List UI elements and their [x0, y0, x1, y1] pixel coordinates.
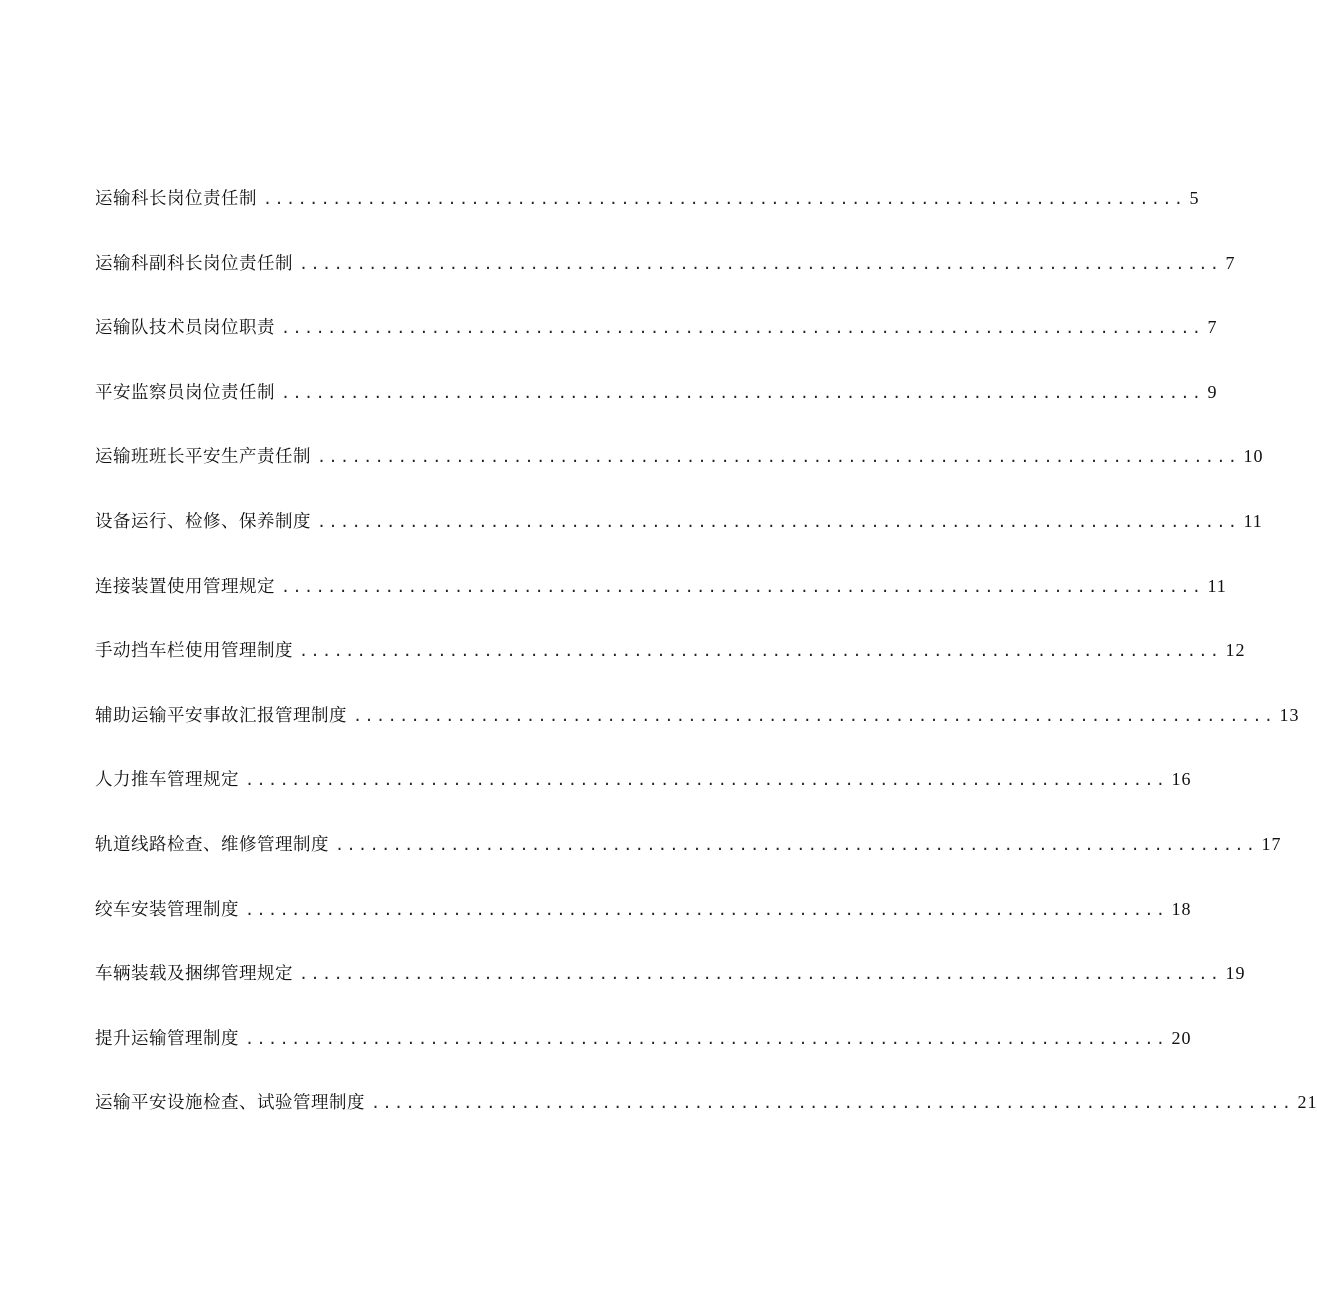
toc-entry[interactable]: [95, 570, 1227, 635]
toc-page-number: 16: [1171, 769, 1192, 790]
toc-entry-title: 运输科副科长岗位责任制: [95, 253, 293, 274]
toc-page-number: 5: [1189, 188, 1200, 208]
toc-dot-leader: ................................................................................: [281, 383, 1204, 402]
toc-entry-title: 运输平安设施检查、试验管理制度: [95, 1093, 365, 1114]
toc-entry[interactable]: [95, 1086, 1317, 1151]
toc-entry[interactable]: [95, 828, 1282, 893]
toc-dot-leader: ................................................................................: [245, 900, 1168, 919]
table-of-contents: [95, 182, 1317, 1151]
toc-page-number: 13: [1279, 704, 1300, 725]
toc-dot-leader: ................................................................................: [245, 1029, 1168, 1048]
toc-entry[interactable]: [95, 182, 1200, 247]
toc-entry-title: 人力推车管理规定: [95, 770, 239, 791]
toc-dot-leader: ................................................................................: [317, 448, 1240, 467]
toc-entry[interactable]: [95, 311, 1218, 376]
toc-entry[interactable]: [95, 376, 1218, 441]
toc-entry-title: 辅助运输平安事故汇报管理制度: [95, 705, 347, 726]
toc-entry-title: 平安监察员岗位责任制: [95, 382, 275, 403]
toc-entry[interactable]: [95, 1022, 1192, 1087]
toc-dot-leader: ................................................................................: [263, 190, 1186, 208]
toc-entry[interactable]: [95, 247, 1236, 312]
toc-dot-leader: ................................................................................: [299, 642, 1222, 661]
toc-page-number: 19: [1225, 963, 1246, 984]
toc-entry[interactable]: [95, 634, 1246, 699]
toc-entry[interactable]: [95, 957, 1246, 1022]
toc-entry-title: 运输班班长平安生产责任制: [95, 447, 311, 468]
toc-entry-title: 绞车安装管理制度: [95, 899, 239, 920]
toc-entry-title: 设备运行、检修、保养制度: [95, 511, 311, 532]
toc-page-number: 7: [1225, 252, 1236, 273]
toc-dot-leader: ................................................................................: [281, 577, 1204, 596]
toc-page-number: 11: [1207, 575, 1227, 596]
toc-entry[interactable]: [95, 505, 1263, 570]
toc-entry-title: 运输队技术员岗位职责: [95, 318, 275, 339]
toc-page-number: 7: [1207, 317, 1218, 338]
toc-entry-title: 提升运输管理制度: [95, 1028, 239, 1049]
toc-dot-leader: ................................................................................: [371, 1094, 1294, 1113]
toc-page-number: 20: [1171, 1027, 1192, 1048]
toc-entry[interactable]: [95, 893, 1192, 958]
toc-dot-leader: ................................................................................: [299, 254, 1222, 273]
toc-page-number: 21: [1297, 1092, 1317, 1113]
toc-entry-title: 连接装置使用管理规定: [95, 576, 275, 597]
toc-page-number: 9: [1207, 381, 1218, 402]
toc-entry-title: 运输科长岗位责任制: [95, 189, 257, 209]
toc-page-number: 18: [1171, 898, 1192, 919]
toc-dot-leader: ................................................................................: [299, 965, 1222, 984]
toc-page-number: 11: [1243, 510, 1263, 531]
toc-dot-leader: ................................................................................: [245, 771, 1168, 790]
toc-page-number: 17: [1261, 833, 1282, 854]
toc-page-number: 12: [1225, 640, 1246, 661]
toc-entry[interactable]: [95, 440, 1264, 505]
toc-dot-leader: ................................................................................: [317, 512, 1240, 531]
toc-dot-leader: ................................................................................: [353, 706, 1276, 725]
toc-dot-leader: ................................................................................: [335, 835, 1258, 854]
toc-entry[interactable]: [95, 699, 1300, 764]
toc-dot-leader: ................................................................................: [281, 319, 1204, 338]
toc-entry-title: 轨道线路检查、维修管理制度: [95, 834, 329, 855]
toc-entry-title: 车辆装载及捆绑管理规定: [95, 964, 293, 985]
toc-entry-title: 手动挡车栏使用管理制度: [95, 641, 293, 662]
toc-entry[interactable]: [95, 763, 1192, 828]
toc-page-number: 10: [1243, 446, 1264, 467]
